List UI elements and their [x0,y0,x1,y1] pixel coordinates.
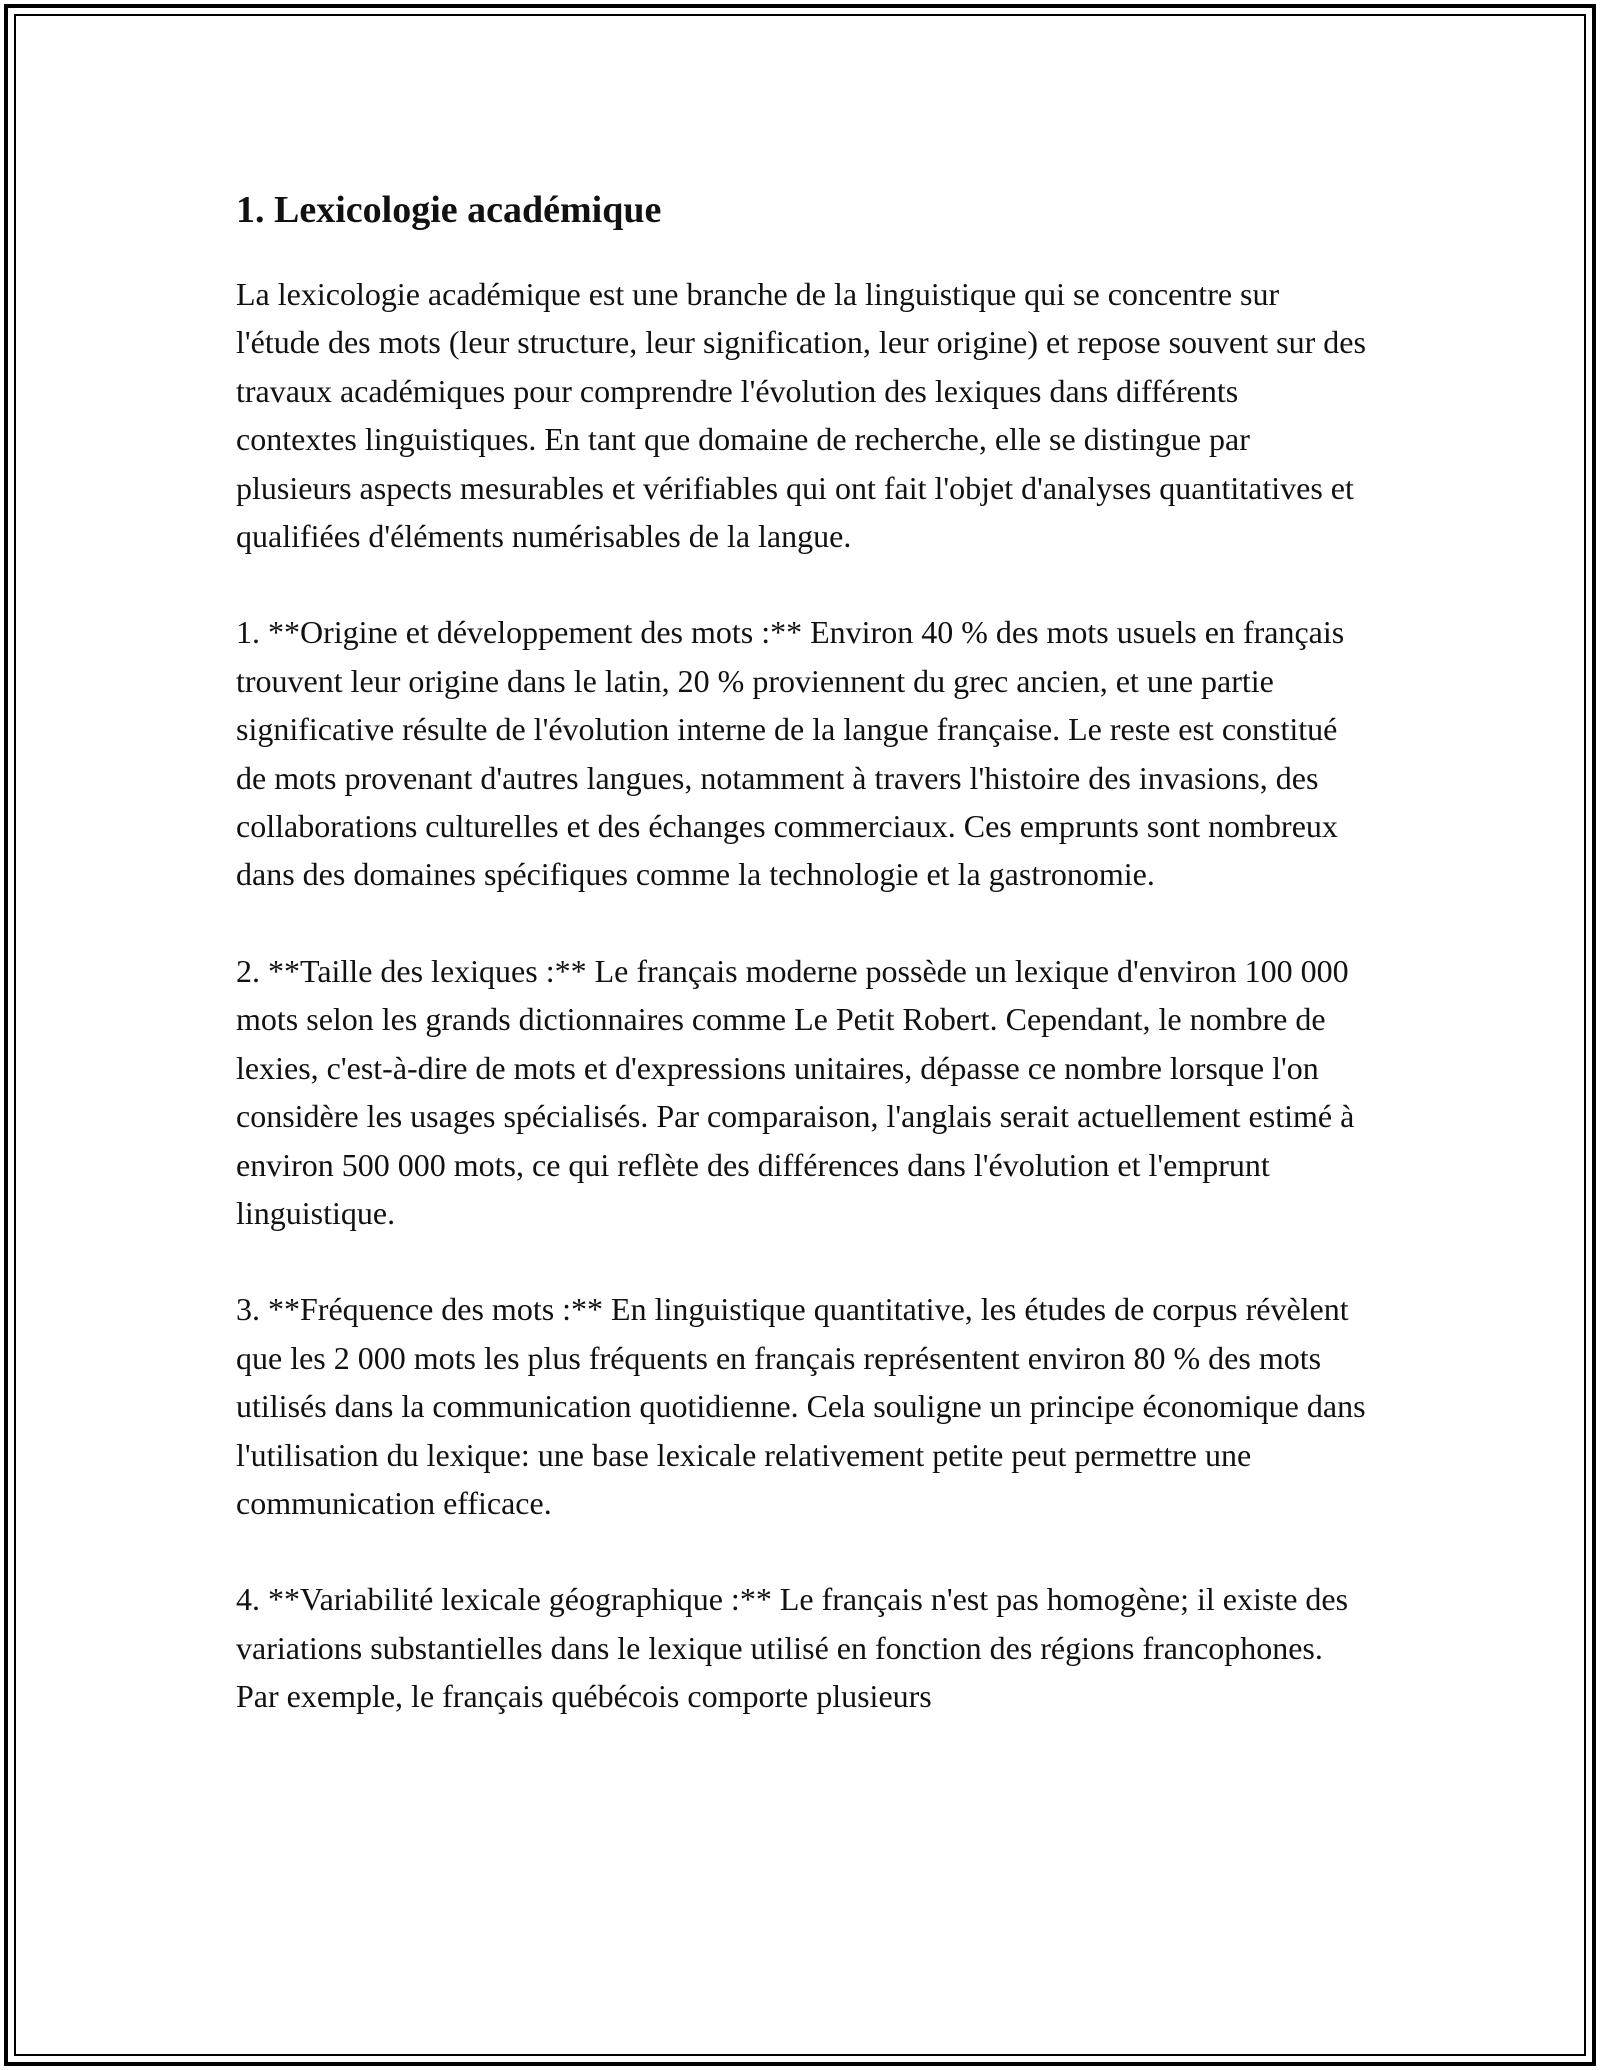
paragraph-origine: 1. **Origine et développement des mots :** Environ 40 % des mots usuels en français trouvent leur origine dans le latin, 20 % proviennent du grec ancien, et une partie significative résulte de l'évolution interne de la langue française. Le reste est constitué de mots provenant d'autres langues, notamment à travers l'histoire des invasions, des collaborations culturelles et des échanges commerciaux. Ces emprunts sont nombreux dans des domaines spécifiques comme la technologie et la gastronomie. [236,614,1345,893]
document-body [236,186,1366,1769]
paragraph-frequence: 3. **Fréquence des mots :** En linguistique quantitative, les études de corpus révèlent que les 2 000 mots les plus fréquents en français représentent environ 80 % des mots utilisés dans la communication quotidienne. Cela souligne un principe économique dans l'utilisation du lexique: une base lexicale relativement petite peut permettre une communication efficace. [236,1291,1366,1521]
paragraph-taille: 2. **Taille des lexiques :** Le français moderne possède un lexique d'environ 100 000 mots selon les grands dictionnaires comme Le Petit Robert. Cependant, le nombre de lexies, c'est-à-dire de mots et d'expressions unitaires, dépasse ce nombre lorsque l'on considère les usages spécialisés. Par comparaison, l'anglais serait actuellement estimé à environ 500 000 mots, ce qui reflète des différences dans l'évolution et l'emprunt linguistique. [236,952,1355,1231]
paragraph-variabilite: 4. **Variabilité lexicale géographique :** Le français n'est pas homogène; il existe des variations substantielles dans le lexique utilisé en fonction des régions francophones. Par exemple, le français québécois comporte plusieurs [236,1581,1349,1715]
intro-paragraph: La lexicologie académique est une branche de la linguistique qui se concentre sur l'étude des mots (leur structure, leur signification, leur origine) et repose souvent sur des travaux académiques pour comprendre l'évolution des lexiques dans différents contextes linguistiques. En tant que domaine de recherche, elle se distingue par plusieurs aspects mesurables et vérifiables qui ont fait l'objet d'analyses quantitatives et qualifiées d'éléments numérisables de la langue. [236,276,1366,555]
section-heading: 1. Lexicologie académique [236,189,662,231]
